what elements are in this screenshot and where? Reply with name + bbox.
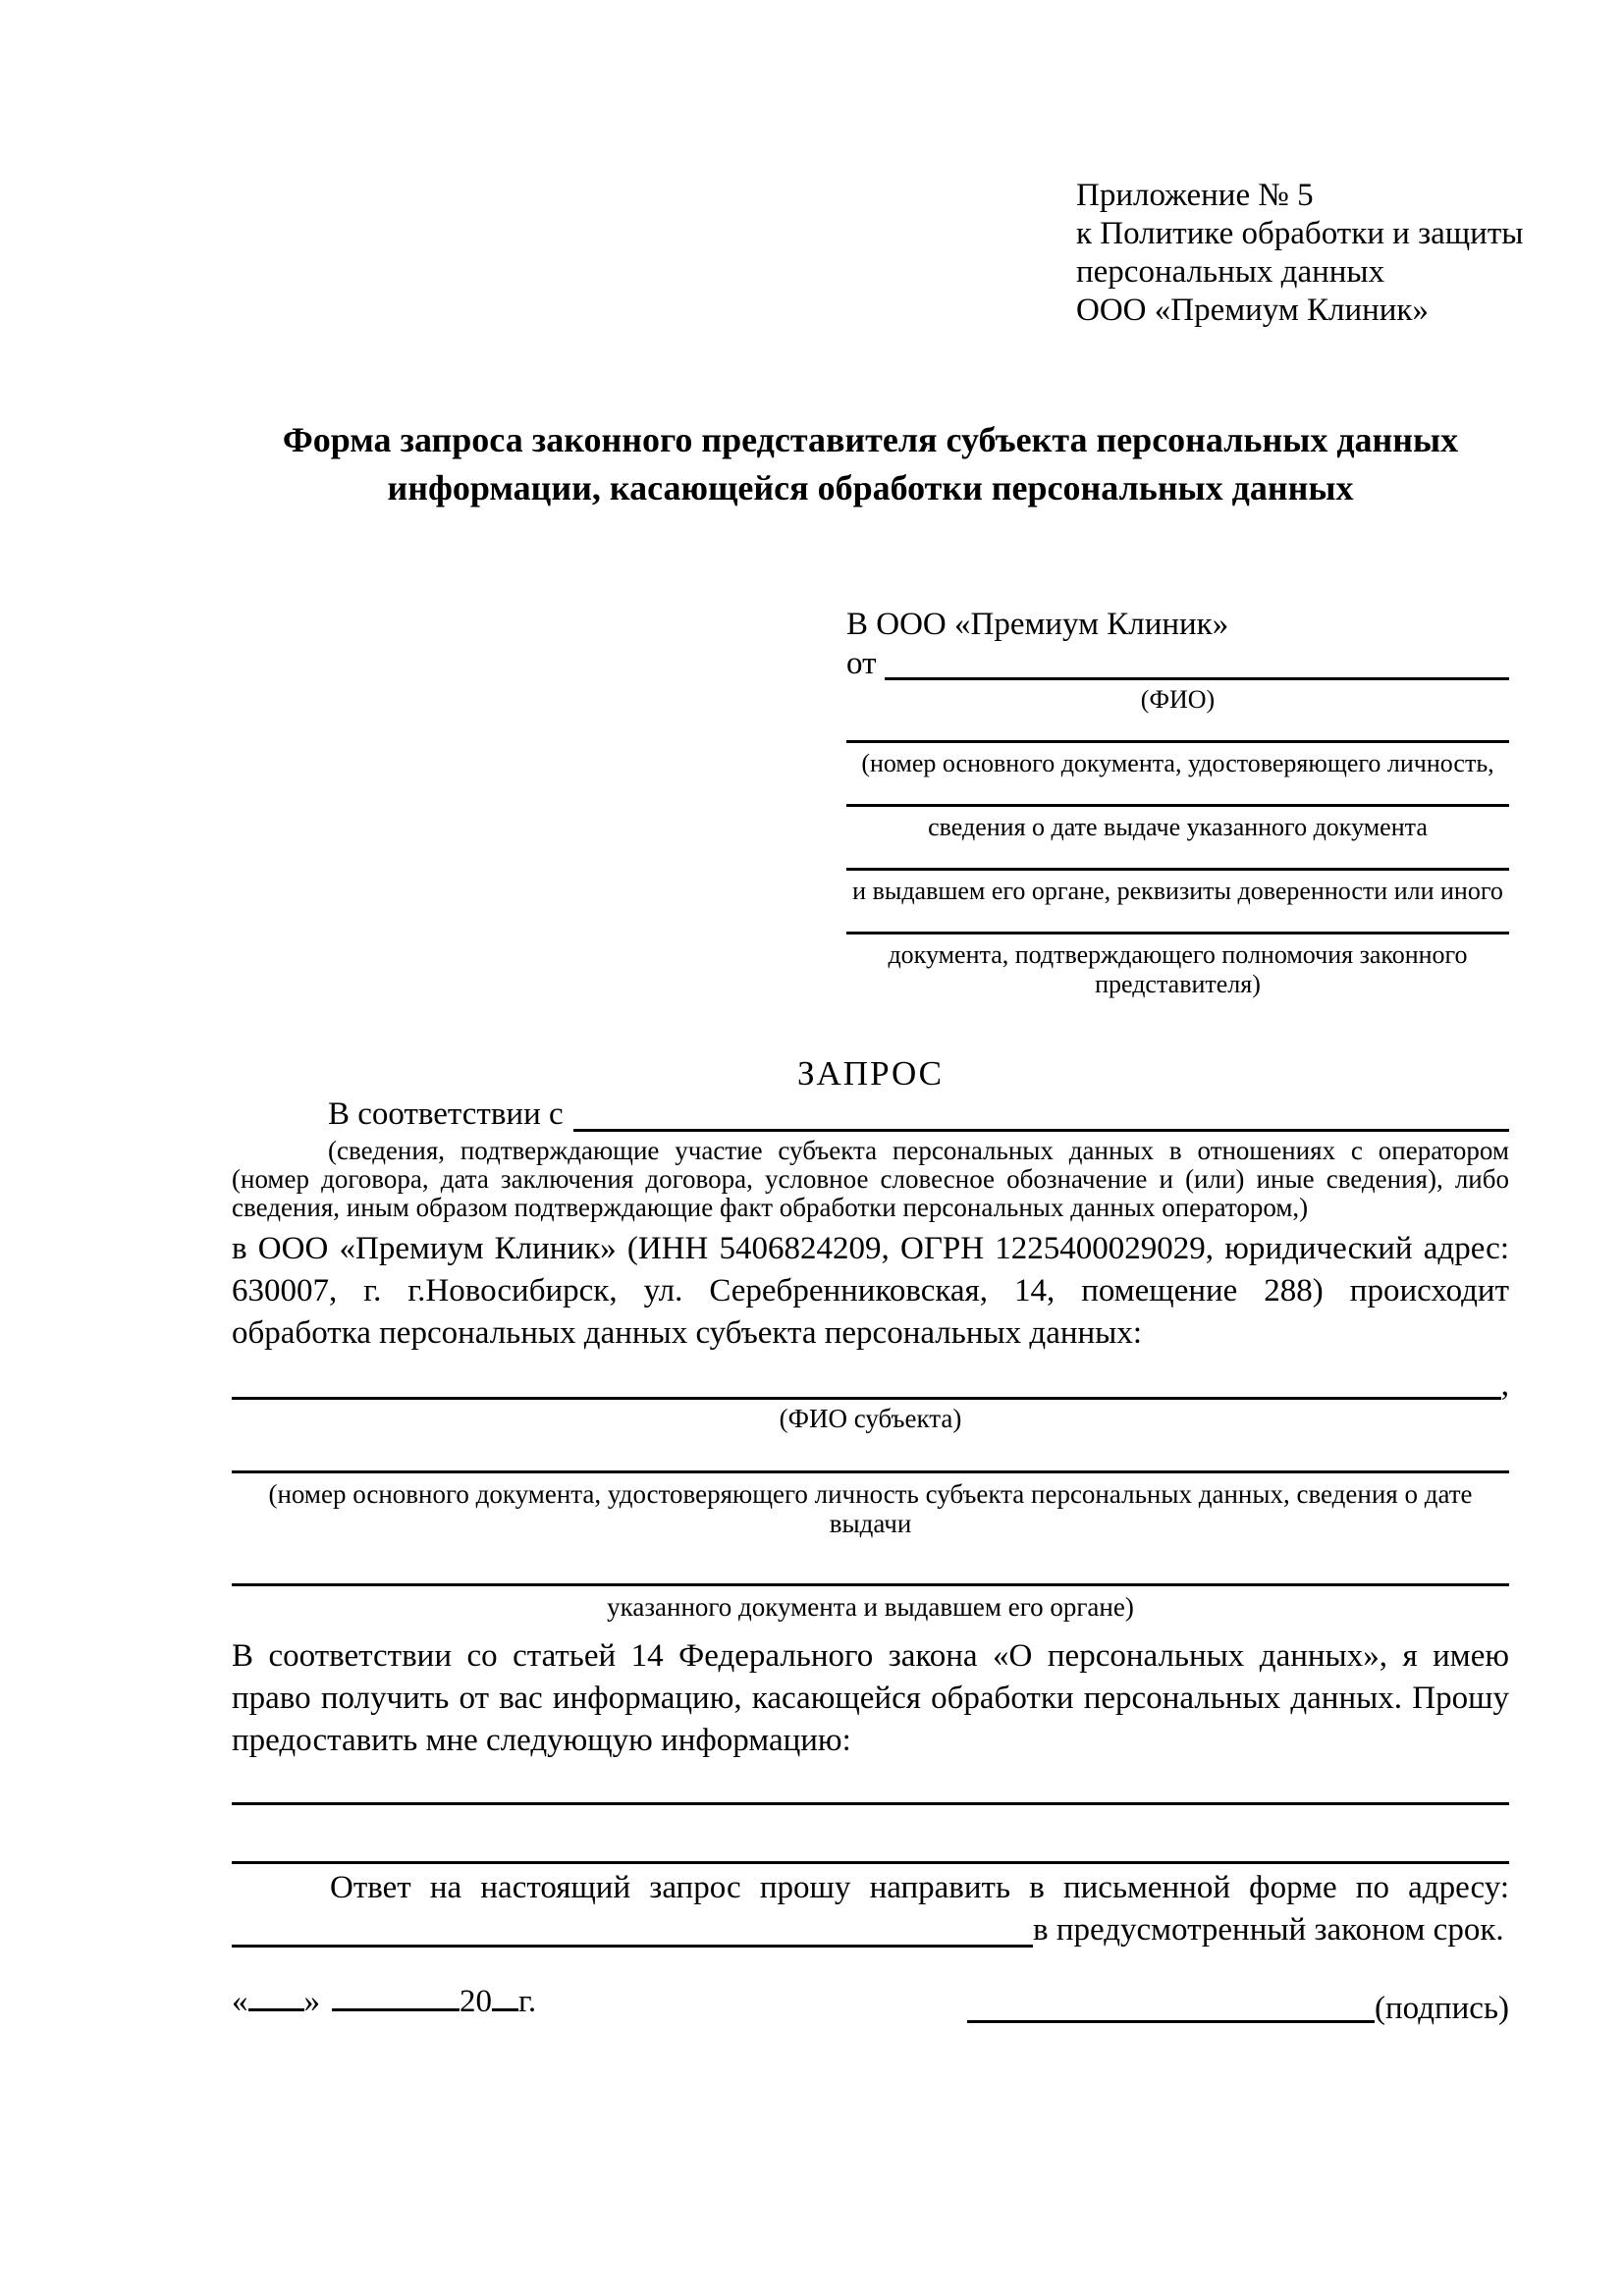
subject-document-field [232,1583,1509,1622]
request-heading: ЗАПРОС [796,1054,945,1093]
appendix-line: Приложение № 5 [1076,178,1314,213]
blank-field-issue-date [846,804,1509,807]
blank-field-subject-fio [232,1373,1501,1400]
fio-caption: (ФИО) [1140,685,1216,714]
blank-field-issuing-authority [846,868,1509,871]
date-year-suffix: г. [518,1984,537,2019]
appendix-block [1076,177,1524,330]
document-title-line: информации, касающейся обработки персональных данных [387,468,1354,507]
subject-fio-caption: (ФИО субъекта) [779,1404,962,1433]
from-label: от [846,646,877,681]
blank-field-accordance [573,1094,1509,1132]
addressee-field [846,868,1509,906]
blank-field-representative-fio [885,644,1510,680]
appendix-line: персональных данных [1076,254,1385,290]
blank-field-month [332,2007,460,2011]
blank-field-document-number [846,740,1509,743]
accordance-note: (сведения, подтверждающие участие субъекта персональных данных в отношениях с оператором (номер договора, дата заключения договора, условное словесное обозначение и (или) иные сведения), либо сведения, иным образом подтверждающие факт обработки персональных данных оператором,) [232,1136,1509,1222]
subject-document-field [232,1470,1509,1538]
addressee-organization: В ООО «Премиум Клиник» [846,607,1229,642]
field-caption: и выдавшем его органе, реквизиты доверенности или иного [852,877,1503,905]
addressee-field [846,804,1509,842]
addressee-field [846,932,1509,999]
field-caption: документа, подтверждающего полномочия законного представителя) [888,940,1468,998]
document-title-line: Форма запроса законного представителя субъекта персональных данных [282,420,1459,459]
subject-fio-row [232,1367,1509,1403]
appendix-line: ООО «Премиум Клиник» [1076,293,1429,328]
field-caption: (номер основного документа, удостоверяющего личность, [861,749,1494,777]
accordance-label: В соответствии с [328,1096,564,1132]
reply-tail-text: в предусмотренный законом срок. [1033,1912,1504,1948]
date-year-prefix: 20 [460,1984,492,2019]
operator-paragraph: в ООО «Премиум Клиник» (ИНН 5406824209, ОГРН 1225400029029, юридический адрес: 630007, г. г.Новосибирск, ул. Серебренниковская, 14, помещение 288) происходит обработка персональных данных субъекта персональных данных: [232,1231,1509,1351]
rights-paragraph: В соответствии со статьей 14 Федерального закона «О персональных данных», я имею право получить от вас информацию, касающейся обработки персональных данных. Прошу предоставить мне следующую информацию: [232,1638,1509,1758]
accordance-row [232,1094,1509,1135]
signature-group [967,1981,1509,2026]
appendix-line: к Политике обработки и защиты [1076,216,1524,251]
blank-field-reply-address [232,1909,1033,1948]
blank-field-signature [967,1997,1375,2023]
reply-paragraph: Ответ на настоящий запрос прошу направить в письменной форме по адресу: [330,1870,1509,1905]
addressee-block [846,605,1509,999]
reply-address-row [232,1909,1509,1951]
blank-field-year [492,2007,518,2011]
field-caption: (номер основного документа, удостоверяющего личность субъекта персональных данных, сведения о дате выдачи [268,1479,1473,1538]
date-close-quote: » [303,1984,320,2019]
field-caption: сведения о дате выдаче указанного документа [928,813,1428,841]
field-caption: указанного документа и выдавшем его органе) [607,1592,1134,1622]
addressee-field [846,740,1509,778]
blank-field-day [248,2007,304,2011]
date-open-quote: « [232,1984,248,2019]
blank-field-requested-info-2 [232,1861,1509,1864]
from-row [846,644,1509,683]
document-title [232,416,1509,512]
blank-field-subject-document [232,1470,1509,1473]
blank-field-authority-document [846,932,1509,934]
signature-date-row [232,1981,1509,2026]
blank-field-requested-info-1 [232,1802,1509,1805]
date-group [232,1981,536,2023]
signature-caption: (подпись) [1375,1991,1509,2026]
blank-field-subject-document-issuer [232,1583,1509,1586]
trailing-comma: , [1500,1367,1509,1403]
